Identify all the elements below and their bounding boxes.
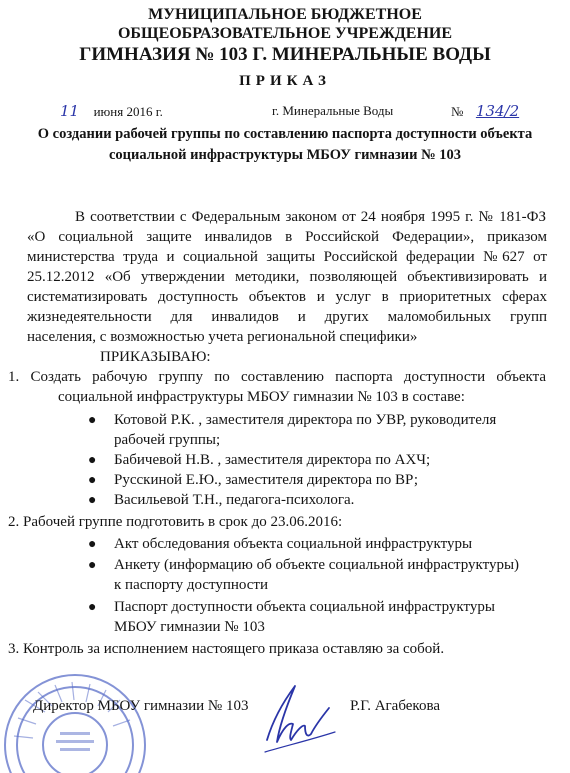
- document-item: Анкету (информацию об объекте социальной инфраструктуры): [114, 557, 520, 573]
- bullet-icon: ●: [88, 537, 97, 552]
- bullet-icon: ●: [88, 493, 97, 508]
- order-title-line-1: О создании рабочей группы по составлению паспорта доступности объекта: [37, 126, 533, 142]
- signatory-name: Р.Г. Агабекова: [350, 698, 440, 714]
- item-3: 3. Контроль за исполнением настоящего приказа оставляю за собой.: [8, 641, 445, 657]
- order-number: [451, 103, 519, 120]
- document-item-continuation: МБОУ гимназии № 103: [114, 619, 265, 635]
- order-word: ПРИКАЗЫВАЮ:: [100, 349, 211, 365]
- header-line-1: МУНИЦИПАЛЬНОЕ БЮДЖЕТНОЕ: [148, 6, 422, 23]
- document-item-continuation: к паспорту доступности: [114, 577, 269, 593]
- preamble-line: жизнедеятельности для инвалидов и других маломобильных групп: [27, 309, 547, 325]
- member-item-continuation: рабочей группы;: [114, 432, 221, 448]
- handwritten-signature: [255, 680, 340, 760]
- bullet-icon: ●: [88, 600, 97, 615]
- bullet-icon: ●: [88, 413, 97, 428]
- preamble-line: министерства труда и социальной защиты Российской федерации №627 от: [27, 249, 547, 265]
- item-1-line-2: социальной инфраструктуры МБОУ гимназии № 103 в составе:: [58, 389, 465, 405]
- document-item: Акт обследования объекта социальной инфраструктуры: [114, 536, 473, 552]
- member-item: Бабичевой Н.В. , заместителя директора по АХЧ;: [114, 452, 431, 468]
- document-type: ПРИКАЗ: [239, 73, 331, 89]
- header-line-2: ОБЩЕОБРАЗОВАТЕЛЬНОЕ УЧРЕЖДЕНИЕ: [117, 25, 453, 42]
- bullet-icon: ●: [88, 473, 97, 488]
- date-day-handwritten: 11: [60, 102, 80, 120]
- item-2: 2. Рабочей группе подготовить в срок до 23.06.2016:: [8, 514, 343, 530]
- preamble-line: систематизировать доступность объектов и услуг в приоритетных сферах: [27, 289, 547, 305]
- order-title-line-2: социальной инфраструктуры МБОУ гимназии № 103: [108, 147, 462, 163]
- member-item: Котовой Р.К. , заместителя директора по УВР, руководителя: [114, 412, 497, 428]
- preamble-line: 25.12.2012 «Об утверждении методики, позволяющей объективизировать и: [27, 269, 547, 285]
- signatory-position: Директор МБОУ гимназии № 103: [33, 698, 249, 714]
- bullet-icon: ●: [88, 453, 97, 468]
- preamble-line: «О социальной защите инвалидов в Российской Федерации», приказом: [27, 229, 547, 245]
- member-item: Васильевой Т.Н., педагога-психолога.: [114, 492, 355, 508]
- number-label: №: [451, 104, 464, 119]
- order-date: [60, 103, 163, 120]
- bullet-icon: ●: [88, 558, 97, 573]
- preamble-line: В соответствии с Федеральным законом от 24 ноября 1995 г. № 181-ФЗ: [75, 209, 546, 225]
- date-rest: июня 2016 г.: [93, 104, 163, 119]
- item-1-line-1: 1. Создать рабочую группу по составлению паспорта доступности объекта: [8, 369, 546, 385]
- number-handwritten: 134/2: [475, 102, 520, 120]
- member-item: Русскиной Е.Ю., заместителя директора по ВР;: [114, 472, 419, 488]
- order-city: г. Минеральные Воды: [272, 103, 394, 118]
- school-name: ГИМНАЗИЯ № 103 Г. МИНЕРАЛЬНЫЕ ВОДЫ: [79, 44, 491, 65]
- document-item: Паспорт доступности объекта социальной инфраструктуры: [114, 599, 495, 615]
- preamble-line: населения, с возможностью учета региональной специфики»: [27, 329, 418, 345]
